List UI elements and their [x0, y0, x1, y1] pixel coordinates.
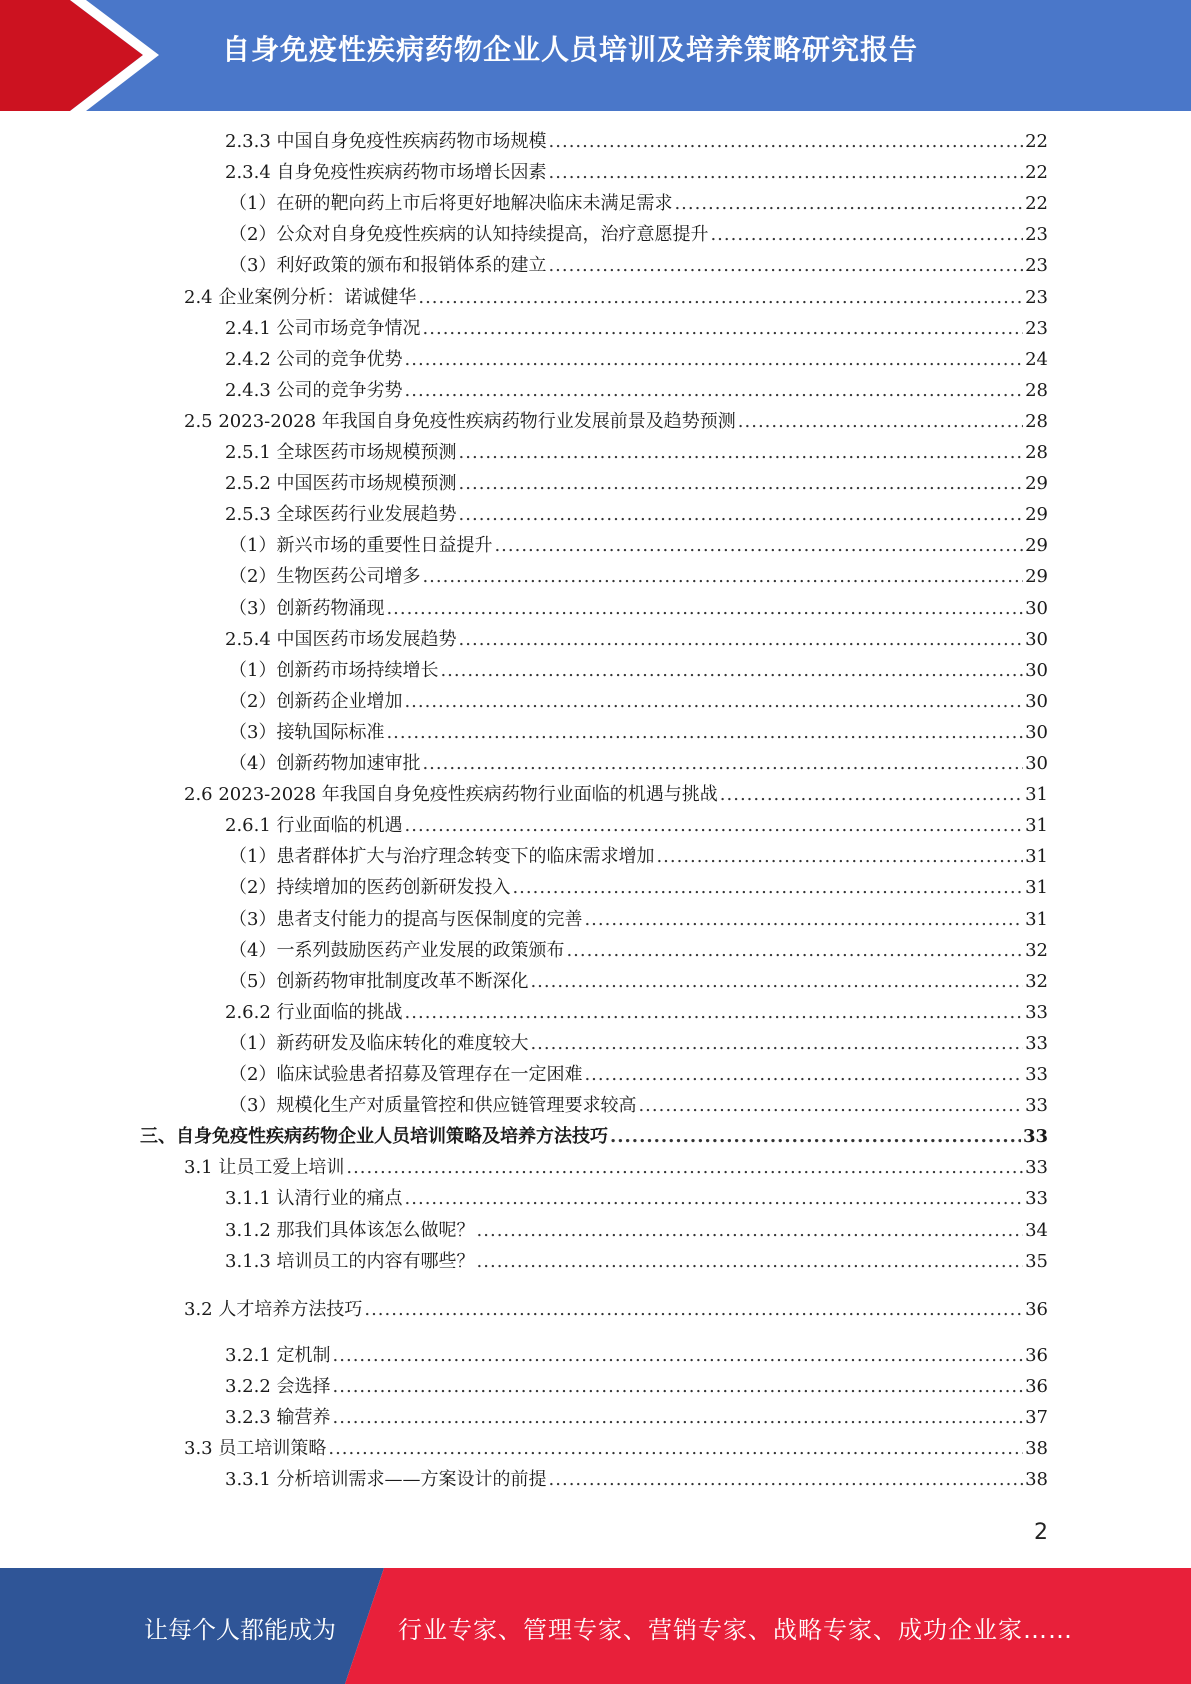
toc-leader-dots: [333, 1340, 1024, 1371]
toc-entry-title: 2.5.3 全球医药行业发展趋势: [225, 504, 457, 526]
toc-entry-page: 31: [1025, 784, 1048, 806]
toc-entry[interactable]: [229, 872, 1048, 903]
toc-entry-title: 3.3 员工培训策略: [184, 1438, 327, 1460]
toc-entry[interactable]: [225, 1402, 1048, 1433]
toc-leader-dots: [656, 841, 1023, 872]
toc-leader-dots: [423, 313, 1024, 344]
toc-entry[interactable]: [229, 561, 1048, 592]
toc-entry[interactable]: [184, 779, 1048, 810]
toc-entry-page: 22: [1025, 193, 1048, 215]
toc-entry-title: （2）持续增加的医药创新研发投入: [229, 877, 511, 899]
toc-entry-page: 30: [1025, 721, 1048, 743]
toc-leader-dots: [333, 1402, 1024, 1433]
toc-entry[interactable]: [184, 1152, 1048, 1183]
toc-entry-page: 33: [1025, 1032, 1048, 1054]
page-header: [0, 0, 1191, 111]
toc-entry-page: 36: [1025, 1298, 1048, 1320]
toc-entry[interactable]: [229, 686, 1048, 717]
toc-entry-page: 31: [1025, 908, 1048, 930]
toc-entry[interactable]: [225, 468, 1048, 499]
toc-entry-title: （5）创新药物审批制度改革不断深化: [229, 970, 529, 992]
toc-leader-dots: [405, 1183, 1024, 1214]
toc-entry[interactable]: [229, 966, 1048, 997]
toc-leader-dots: [333, 1371, 1024, 1402]
toc-entry-page: 38: [1025, 1469, 1048, 1491]
toc-entry-page: 29: [1025, 535, 1048, 557]
toc-entry-page: 33: [1022, 1126, 1048, 1148]
toc-entry-title: （2）公众对自身免疫性疾病的认知持续提高，治疗意愿提升: [229, 224, 709, 246]
toc-leader-dots: [405, 997, 1024, 1028]
toc-entry-title: 2.4.3 公司的竞争劣势: [225, 379, 403, 401]
toc-entry[interactable]: [229, 1059, 1048, 1090]
toc-leader-dots: [710, 219, 1023, 250]
toc-leader-dots: [549, 157, 1024, 188]
toc-leader-dots: [422, 748, 1023, 779]
toc-leader-dots: [328, 1433, 1023, 1464]
toc-leader-dots: [738, 406, 1023, 437]
toc-entry-title: 三、自身免疫性疾病药物企业人员培训策略及培养方法技巧: [140, 1126, 608, 1148]
toc-leader-dots: [512, 872, 1023, 903]
toc-leader-dots: [477, 1246, 1024, 1277]
toc-entry-title: （3）创新药物涌现: [229, 597, 385, 619]
toc-entry-title: （4）创新药物加速审批: [229, 753, 421, 774]
toc-entry[interactable]: [140, 1121, 1048, 1152]
toc-entry-page: 33: [1025, 1095, 1048, 1117]
toc-leader-dots: [638, 1090, 1023, 1121]
toc-entry[interactable]: [225, 810, 1048, 841]
toc-entry-page: 32: [1025, 939, 1048, 961]
footer-roles: 行业专家、管理专家、营销专家、战略专家、成功企业家……: [398, 1616, 1073, 1644]
toc-entry-title: 2.6.2 行业面临的挑战: [225, 1001, 403, 1023]
toc-entry-page: 23: [1025, 224, 1048, 246]
toc-entry-title: 3.1.1 认清行业的痛点: [225, 1188, 403, 1210]
toc-leader-dots: [459, 499, 1024, 530]
toc-leader-dots: [584, 904, 1023, 935]
toc-entry-page: 38: [1025, 1438, 1048, 1460]
toc-entry-page: 22: [1025, 162, 1048, 184]
toc-entry-title: （4）一系列鼓励医药产业发展的政策颁布: [229, 939, 565, 961]
toc-entry-page: 23: [1025, 255, 1048, 277]
toc-leader-dots: [422, 561, 1023, 592]
toc-entry-title: 2.3.4 自身免疫性疾病药物市场增长因素: [225, 162, 547, 184]
toc-entry[interactable]: [225, 126, 1048, 157]
toc-entry-page: 30: [1025, 659, 1048, 681]
toc-entry[interactable]: [229, 841, 1048, 872]
toc-entry[interactable]: [225, 1371, 1048, 1402]
toc-entry[interactable]: [229, 655, 1048, 686]
toc-entry-title: （2）临床试验患者招募及管理存在一定困难: [229, 1064, 583, 1085]
toc-leader-dots: [494, 530, 1023, 561]
toc-entry-title: （3）利好政策的颁布和报销体系的建立: [229, 255, 547, 277]
toc-leader-dots: [566, 935, 1023, 966]
toc-leader-dots: [418, 282, 1023, 313]
report-title: 自身免疫性疾病药物企业人员培训及培养策略研究报告: [222, 33, 919, 66]
page-footer: [0, 1568, 1191, 1684]
toc-entry[interactable]: [225, 997, 1048, 1028]
toc-entry-page: 33: [1025, 1188, 1048, 1210]
toc-entry-title: 3.1.2 那我们具体该怎么做呢？: [225, 1219, 475, 1241]
toc-entry-page: 36: [1025, 1344, 1048, 1366]
toc-entry[interactable]: [184, 282, 1048, 313]
toc-entry[interactable]: [229, 530, 1048, 561]
toc-entry[interactable]: [229, 748, 1048, 779]
toc-entry-title: （1）创新药市场持续增长: [229, 659, 439, 681]
toc-entry[interactable]: [225, 1464, 1048, 1495]
toc-entry[interactable]: [229, 593, 1048, 624]
toc-entry[interactable]: [229, 717, 1048, 748]
toc-entry-title: 2.4.1 公司市场竞争情况: [225, 317, 421, 339]
toc-entry-title: 2.5.2 中国医药市场规模预测: [225, 473, 457, 495]
toc-entry-page: 29: [1025, 566, 1048, 588]
toc-entry-page: 32: [1025, 970, 1048, 992]
toc-leader-dots: [386, 593, 1023, 624]
toc-entry-page: 33: [1025, 1001, 1048, 1023]
toc-entry-page: 31: [1025, 846, 1048, 868]
toc-entry-page: 31: [1025, 877, 1048, 899]
toc-leader-dots: [386, 717, 1023, 748]
toc-entry[interactable]: [229, 219, 1048, 250]
toc-entry-page: 22: [1025, 131, 1048, 152]
toc-entry-page: 29: [1025, 504, 1048, 526]
toc-leader-dots: [477, 1215, 1024, 1246]
toc-entry-title: （1）新兴市场的重要性日益提升: [229, 535, 493, 557]
toc-leader-dots: [549, 126, 1024, 157]
toc-leader-dots: [405, 344, 1024, 375]
toc-leader-dots: [405, 375, 1024, 406]
toc-entry-page: 30: [1025, 753, 1048, 774]
toc-entry-title: （3）患者支付能力的提高与医保制度的完善: [229, 908, 583, 930]
toc-entry[interactable]: [184, 1294, 1048, 1325]
toc-entry-title: 3.1 让员工爱上培训: [184, 1157, 345, 1179]
toc-entry[interactable]: [229, 188, 1048, 219]
toc-entry-title: （1）患者群体扩大与治疗理念转变下的临床需求增加: [229, 846, 655, 868]
toc-leader-dots: [405, 810, 1024, 841]
toc-leader-dots: [610, 1121, 1021, 1152]
toc-leader-dots: [530, 966, 1023, 997]
toc-entry-title: 3.2.3 输营养: [225, 1407, 331, 1428]
toc-entry[interactable]: [229, 250, 1048, 281]
toc-entry[interactable]: [225, 1246, 1048, 1277]
toc-entry-title: （3）接轨国际标准: [229, 721, 385, 743]
toc-entry-title: 3.2.1 定机制: [225, 1344, 331, 1366]
toc-entry-page: 23: [1025, 286, 1048, 308]
toc-entry-title: （2）创新药企业增加: [229, 690, 403, 712]
toc-entry[interactable]: [229, 1028, 1048, 1059]
toc-entry-title: （1）在研的靶向药上市后将更好地解决临床未满足需求: [229, 193, 673, 215]
toc-entry-title: 2.5.4 中国医药市场发展趋势: [225, 628, 457, 650]
toc-entry[interactable]: [225, 1183, 1048, 1214]
toc-entry-title: 3.2.2 会选择: [225, 1375, 331, 1397]
toc-entry[interactable]: [229, 904, 1048, 935]
toc-entry[interactable]: [225, 313, 1048, 344]
toc-leader-dots: [440, 655, 1023, 686]
toc-entry[interactable]: [225, 1215, 1048, 1246]
toc-entry[interactable]: [225, 375, 1048, 406]
toc-entry-page: 36: [1025, 1375, 1048, 1397]
toc-entry-page: 28: [1025, 410, 1048, 432]
toc-entry-page: 37: [1025, 1407, 1048, 1428]
toc-entry[interactable]: [225, 624, 1048, 655]
toc-entry[interactable]: [225, 499, 1048, 530]
toc-entry[interactable]: [225, 344, 1048, 375]
toc-entry-title: 2.4 企业案例分析：诺诚健华: [184, 286, 417, 308]
toc-entry-title: 2.5 2023-2028 年我国自身免疫性疾病药物行业发展前景及趋势预测: [184, 410, 736, 432]
toc-entry-title: 3.3.1 分析培训需求——方案设计的前提: [225, 1469, 547, 1491]
toc-entry-title: （3）规模化生产对质量管控和供应链管理要求较高: [229, 1095, 637, 1117]
toc-leader-dots: [720, 779, 1023, 810]
toc-leader-dots: [548, 250, 1023, 281]
toc-leader-dots: [674, 188, 1023, 219]
page-number: 2: [1034, 1520, 1048, 1545]
toc-entry-page: 30: [1025, 628, 1048, 650]
toc-leader-dots: [459, 624, 1024, 655]
toc-entry[interactable]: [229, 1090, 1048, 1121]
toc-entry-page: 23: [1025, 317, 1048, 339]
toc-entry-title: （2）生物医药公司增多: [229, 566, 421, 588]
toc-entry[interactable]: [225, 437, 1048, 468]
toc-entry-page: 33: [1025, 1064, 1048, 1085]
toc-entry-title: 2.6 2023-2028 年我国自身免疫性疾病药物行业面临的机遇与挑战: [184, 784, 718, 806]
toc-entry[interactable]: [225, 157, 1048, 188]
toc-leader-dots: [459, 437, 1024, 468]
toc-entry-page: 30: [1025, 690, 1048, 712]
toc-entry[interactable]: [184, 406, 1048, 437]
toc-entry-title: （1）新药研发及临床转化的难度较大: [229, 1032, 529, 1054]
toc-entry-page: 24: [1025, 348, 1048, 370]
toc-leader-dots: [530, 1028, 1023, 1059]
toc-entry-page: 28: [1025, 442, 1048, 463]
toc-leader-dots: [584, 1059, 1023, 1090]
toc-leader-dots: [404, 686, 1023, 717]
toc-entry-title: 2.3.3 中国自身免疫性疾病药物市场规模: [225, 131, 547, 152]
toc-entry[interactable]: [229, 935, 1048, 966]
toc-entry-page: 30: [1025, 597, 1048, 619]
toc-entry-page: 31: [1025, 815, 1048, 837]
toc-entry-title: 2.6.1 行业面临的机遇: [225, 815, 403, 837]
toc-entry[interactable]: [184, 1433, 1048, 1464]
toc-entry-page: 29: [1025, 473, 1048, 495]
toc-entry-page: 34: [1025, 1219, 1048, 1241]
footer-slogan: 让每个人都能成为: [144, 1616, 336, 1644]
toc-leader-dots: [346, 1152, 1023, 1183]
toc-leader-dots: [364, 1294, 1023, 1325]
toc-leader-dots: [549, 1464, 1024, 1495]
toc-entry-page: 33: [1025, 1157, 1048, 1179]
toc-entry-page: 35: [1025, 1250, 1048, 1272]
toc-entry-title: 3.1.3 培训员工的内容有哪些？: [225, 1250, 475, 1272]
toc-entry-title: 2.5.1 全球医药市场规模预测: [225, 442, 457, 463]
toc-entry-page: 28: [1025, 379, 1048, 401]
toc-entry-title: 3.2 人才培养方法技巧: [184, 1298, 363, 1320]
toc-leader-dots: [459, 468, 1024, 499]
toc-entry-title: 2.4.2 公司的竞争优势: [225, 348, 403, 370]
toc-entry[interactable]: [225, 1340, 1048, 1371]
